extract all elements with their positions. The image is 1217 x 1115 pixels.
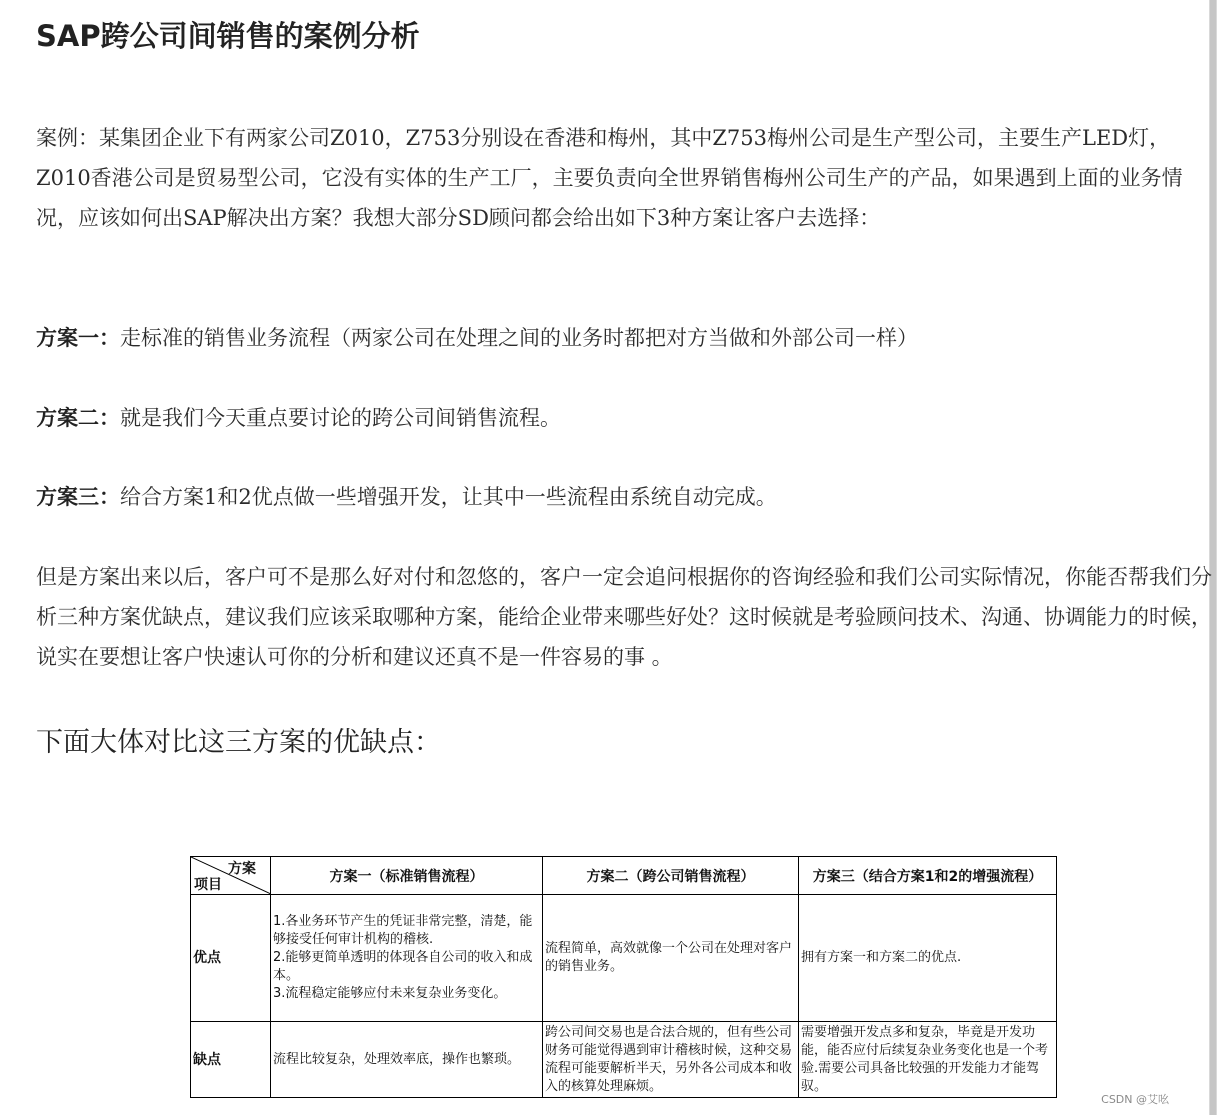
cell-line: 2.能够更简单透明的体现各自公司的收入和成本。: [273, 950, 533, 984]
scheme-one-sep: ：: [99, 325, 120, 350]
column-header: 方案三（结合方案1和2的增强流程）: [799, 857, 1057, 895]
scheme-three-text: 给合方案1和2优点做一些增强开发，让其中一些流程由系统自动完成。: [120, 485, 777, 509]
column-header: 方案一（标准销售流程）: [271, 857, 543, 895]
comparison-heading: 下面大体对比这三方案的优缺点：: [36, 727, 441, 758]
cell-line: 流程简单，高效就像一个公司在处理对客户的销售业务。: [545, 941, 793, 975]
page-title: SAP跨公司间销售的案例分析: [36, 19, 420, 53]
analysis-paragraph: 但是方案出来以后，客户可不是那么好对付和忽悠的，客户一定会追问根据你的咨询经验和我们公司实际情况，你能否帮我们分析三种方案优缺点，建议我们应该采取哪种方案，能给企业带来哪些好处？这时候就是考验顾问技术、沟通、协调能力的时候，说实在要想让客户快速认可你的分析和建议还真不是一件容易的事 。: [36, 565, 1212, 669]
cell-line: 1.各业务环节产生的凭证非常完整，清楚，能够接受任何审计机构的稽核.: [273, 914, 533, 948]
cell-line: 跨公司间交易也是合法合规的，但有些公司财务可能觉得遇到审计稽核时候，这种交易流程可能要解析半天，另外各公司成本和收入的核算处理麻烦。: [545, 1024, 793, 1094]
scheme-three-sep: ：: [99, 484, 120, 509]
table-cell: [543, 1022, 799, 1098]
corner-header: [191, 857, 271, 895]
table-header-row: [191, 857, 1057, 895]
table-cell: [543, 895, 799, 1022]
scheme-one: [36, 318, 1212, 358]
corner-label-item: 项目: [194, 877, 222, 894]
case-paragraph: 案例：某集团企业下有两家公司Z010，Z753分别设在香港和梅州，其中Z753梅州公司是生产型公司，主要生产LED灯，Z010香港公司是贸易型公司，它没有实体的生产工厂，主要负责向全世界销售梅州公司生产的产品，如果遇到上面的业务情况，应该如何出SAP解决出方案？我想大部分SD顾问都会给出如下3种方案让客户去选择：: [36, 126, 1183, 230]
cell-line: 拥有方案一和方案二的优点.: [801, 950, 962, 966]
cell-line: 需要增强开发点多和复杂，毕竟是开发功能，能否应付后续复杂业务变化也是一个考验.需要公司具备比较强的开发能力才能驾驭。: [801, 1024, 1049, 1094]
scheme-three: [36, 477, 1212, 517]
table-row: [191, 1022, 1057, 1098]
scheme-two-sep: ：: [99, 405, 120, 430]
scheme-one-text: 走标准的销售业务流程（两家公司在处理之间的业务时都把对方当做和外部公司一样）: [120, 326, 918, 350]
row-label-cons: 缺点: [191, 1022, 271, 1098]
cell-line: 流程比较复杂，处理效率底，操作也繁琐。: [273, 1051, 521, 1067]
table-cell: [271, 1022, 543, 1098]
scheme-three-label: 方案三: [36, 484, 99, 509]
row-label-pros: 优点: [191, 895, 271, 1022]
table-cell: [271, 895, 543, 1022]
table-row: [191, 895, 1057, 1022]
scheme-two-text: 就是我们今天重点要讨论的跨公司间销售流程。: [120, 406, 561, 430]
scheme-two: [36, 398, 1212, 438]
table-cell: [799, 1022, 1057, 1098]
table-cell: [799, 895, 1057, 1022]
column-header: 方案二（跨公司销售流程）: [543, 857, 799, 895]
comparison-table: [190, 856, 1057, 1098]
csdn-watermark: CSDN @艾吆: [1101, 1093, 1169, 1106]
corner-label-scheme: 方案: [228, 861, 256, 877]
scheme-one-label: 方案一: [36, 325, 99, 350]
cell-line: 3.流程稳定能够应付未来复杂业务变化。: [273, 986, 507, 1002]
scheme-two-label: 方案二: [36, 405, 99, 430]
